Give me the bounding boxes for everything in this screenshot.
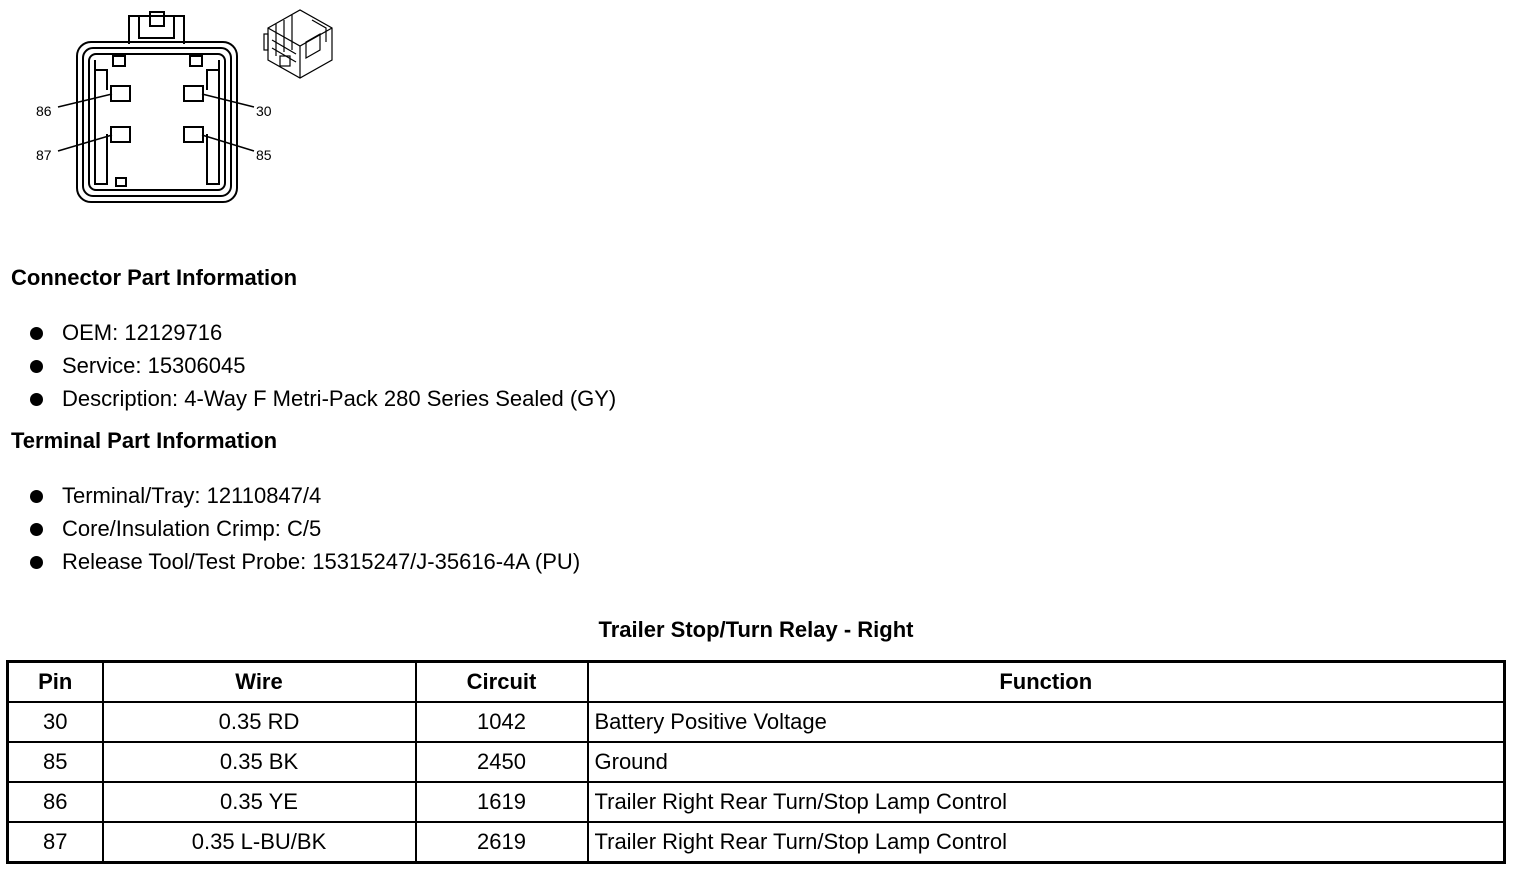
pin-label-86: 86 xyxy=(36,103,52,119)
cell-circuit: 1042 xyxy=(416,702,588,742)
cell-wire: 0.35 L-BU/BK xyxy=(103,822,416,863)
connector-iso-view xyxy=(264,10,332,78)
connector-part-list xyxy=(28,316,616,415)
header-function: Function xyxy=(588,662,1505,703)
header-pin: Pin xyxy=(8,662,103,703)
connector-diagram xyxy=(0,0,400,220)
cell-pin: 85 xyxy=(8,742,103,782)
list-item: Core/Insulation Crimp: C/5 xyxy=(28,512,580,545)
cell-circuit: 2450 xyxy=(416,742,588,782)
cell-pin: 87 xyxy=(8,822,103,863)
table-header-row xyxy=(8,662,1505,703)
cell-function: Battery Positive Voltage xyxy=(588,702,1505,742)
table-row xyxy=(8,702,1505,742)
cell-function: Ground xyxy=(588,742,1505,782)
bullet-icon xyxy=(30,490,43,503)
header-circuit: Circuit xyxy=(416,662,588,703)
cell-pin: 30 xyxy=(8,702,103,742)
cell-function: Trailer Right Rear Turn/Stop Lamp Control xyxy=(588,782,1505,822)
list-item: Terminal/Tray: 12110847/4 xyxy=(28,479,580,512)
list-item: Description: 4-Way F Metri-Pack 280 Series Sealed (GY) xyxy=(28,382,616,415)
list-item: OEM: 12129716 xyxy=(28,316,616,349)
bullet-icon xyxy=(30,360,43,373)
cell-circuit: 1619 xyxy=(416,782,588,822)
bullet-icon xyxy=(30,523,43,536)
pin-label-85: 85 xyxy=(256,147,272,163)
pin-table xyxy=(6,660,1506,864)
bullet-icon xyxy=(30,393,43,406)
header-wire: Wire xyxy=(103,662,416,703)
cell-wire: 0.35 RD xyxy=(103,702,416,742)
pin-label-30: 30 xyxy=(256,103,272,119)
connector-part-heading: Connector Part Information xyxy=(11,265,298,290)
bullet-icon xyxy=(30,327,43,340)
cell-pin: 86 xyxy=(8,782,103,822)
table-title: Trailer Stop/Turn Relay - Right xyxy=(598,617,914,642)
table-row xyxy=(8,742,1505,782)
table-row xyxy=(8,782,1505,822)
bullet-icon xyxy=(30,556,43,569)
table-row xyxy=(8,822,1505,863)
cell-function: Trailer Right Rear Turn/Stop Lamp Control xyxy=(588,822,1505,863)
cell-wire: 0.35 YE xyxy=(103,782,416,822)
cell-circuit: 2619 xyxy=(416,822,588,863)
list-item: Release Tool/Test Probe: 15315247/J-35616-4A (PU) xyxy=(28,545,580,578)
cell-wire: 0.35 BK xyxy=(103,742,416,782)
terminal-part-list xyxy=(28,479,580,578)
pin-label-87: 87 xyxy=(36,147,52,163)
terminal-part-heading: Terminal Part Information xyxy=(11,428,278,453)
list-item: Service: 15306045 xyxy=(28,349,616,382)
